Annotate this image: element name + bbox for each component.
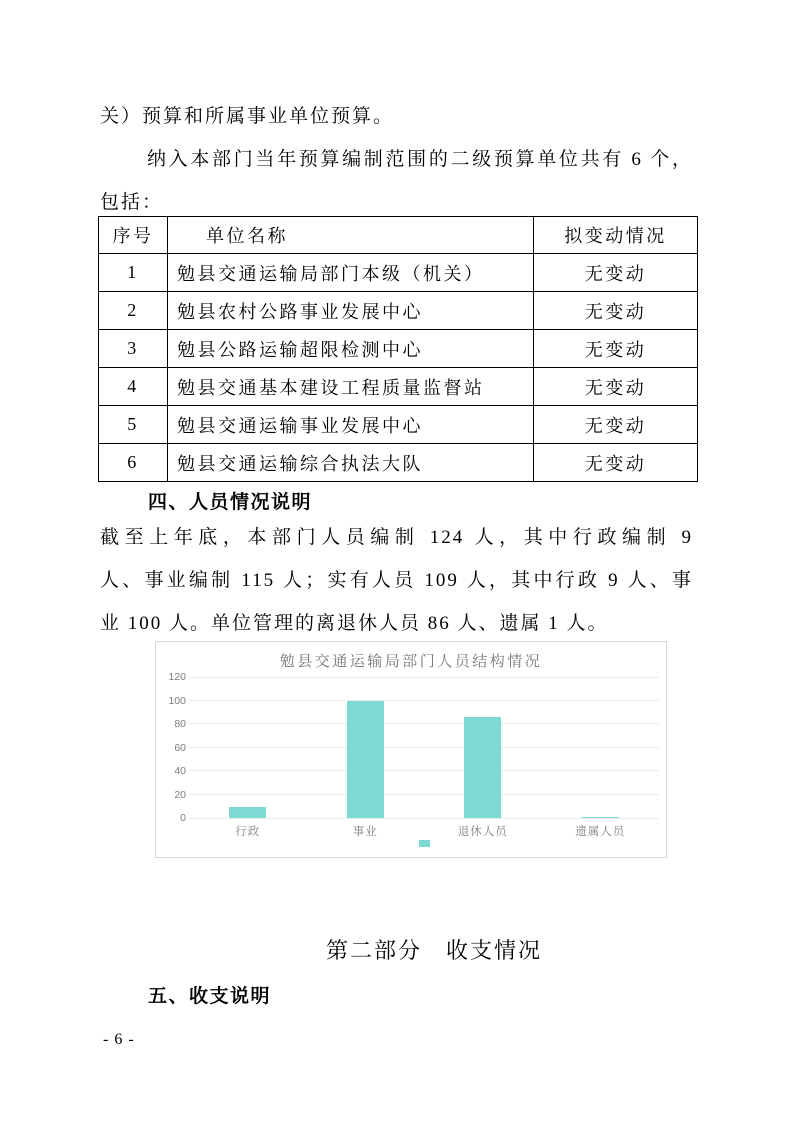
x-axis-label: 退休人员 xyxy=(457,826,508,838)
row-change-status: 无变动 xyxy=(534,330,698,368)
row-change-status: 无变动 xyxy=(534,406,698,444)
chart-y-axis xyxy=(158,671,186,824)
table-row xyxy=(99,444,698,482)
row-unit-name: 勉县交通运输事业发展中心 xyxy=(168,406,534,444)
y-axis-tick: 100 xyxy=(168,694,186,707)
table-row xyxy=(99,330,698,368)
chart-plot-area xyxy=(189,677,659,818)
personnel-structure-chart xyxy=(155,641,667,858)
header-序号: 序号 xyxy=(99,217,168,254)
row-unit-name: 勉县交通运输局部门本级（机关） xyxy=(168,254,534,292)
bar-退休人员 xyxy=(464,717,501,818)
section-5-heading: 五、收支说明 xyxy=(148,986,272,1007)
y-axis-tick: 0 xyxy=(180,812,186,824)
row-change-status: 无变动 xyxy=(534,368,698,406)
section-4-line-1: 截至上年底，本部门人员编制 124 人，其中行政编制 9 xyxy=(100,527,693,548)
chart-title: 勉县交通运输局部门人员结构情况 xyxy=(279,654,543,670)
bar-遗属人员 xyxy=(582,817,619,818)
row-unit-name: 勉县交通运输综合执法大队 xyxy=(168,444,534,482)
table-row xyxy=(99,368,698,406)
chart-x-axis xyxy=(189,823,659,839)
y-axis-tick: 40 xyxy=(174,765,186,777)
bar-slot xyxy=(307,677,425,818)
y-axis-tick: 60 xyxy=(174,741,186,754)
x-axis-label: 事业 xyxy=(352,826,378,838)
row-no: 6 xyxy=(99,444,168,482)
chart-legend xyxy=(189,840,659,847)
bar-slot xyxy=(542,677,660,818)
row-unit-name: 勉县公路运输超限检测中心 xyxy=(168,330,534,368)
section-4-line-2: 人、事业编制 115 人；实有人员 109 人，其中行政 9 人、事 xyxy=(100,570,693,591)
x-axis-label: 遗属人员 xyxy=(575,826,626,838)
x-axis-label: 行政 xyxy=(235,826,261,838)
bar-slot xyxy=(424,677,542,818)
row-unit-name: 勉县农村公路事业发展中心 xyxy=(168,292,534,330)
table-row xyxy=(99,406,698,444)
table-header-row xyxy=(99,217,698,254)
intro-line-2: 纳入本部门当年预算编制范围的二级预算单位共有 6 个， xyxy=(147,149,693,170)
table-row xyxy=(99,254,698,292)
row-no: 2 xyxy=(99,292,168,330)
header-拟变动情况: 拟变动情况 xyxy=(534,217,698,254)
bar-行政 xyxy=(229,807,266,818)
table-row xyxy=(99,292,698,330)
y-axis-tick: 120 xyxy=(168,671,186,683)
header-单位名称: 单位名称 xyxy=(168,217,534,254)
row-no: 3 xyxy=(99,330,168,368)
intro-line-1: 关）预算和所属事业单位预算。 xyxy=(100,106,395,127)
chart-bars xyxy=(189,677,659,818)
row-no: 1 xyxy=(99,254,168,292)
row-change-status: 无变动 xyxy=(534,292,698,330)
row-change-status: 无变动 xyxy=(534,444,698,482)
legend-swatch xyxy=(419,840,430,847)
intro-line-3: 包括： xyxy=(100,192,164,213)
y-axis-tick: 80 xyxy=(174,718,186,730)
row-unit-name: 勉县交通基本建设工程质量监督站 xyxy=(168,368,534,406)
part-2-heading: 第二部分 收支情况 xyxy=(325,938,542,963)
intro-paragraph xyxy=(100,95,693,224)
section-4-heading: 四、人员情况说明 xyxy=(148,492,313,513)
row-no: 4 xyxy=(99,368,168,406)
section-4-paragraph xyxy=(100,516,693,645)
row-no: 5 xyxy=(99,406,168,444)
section-4-line-3: 业 100 人。单位管理的离退休人员 86 人、遗属 1 人。 xyxy=(100,613,609,634)
units-table xyxy=(98,216,698,482)
page-number: - 6 - xyxy=(103,1031,135,1048)
row-change-status: 无变动 xyxy=(534,254,698,292)
bar-事业 xyxy=(347,701,384,819)
y-axis-tick: 20 xyxy=(174,788,186,801)
bar-slot xyxy=(189,677,307,818)
